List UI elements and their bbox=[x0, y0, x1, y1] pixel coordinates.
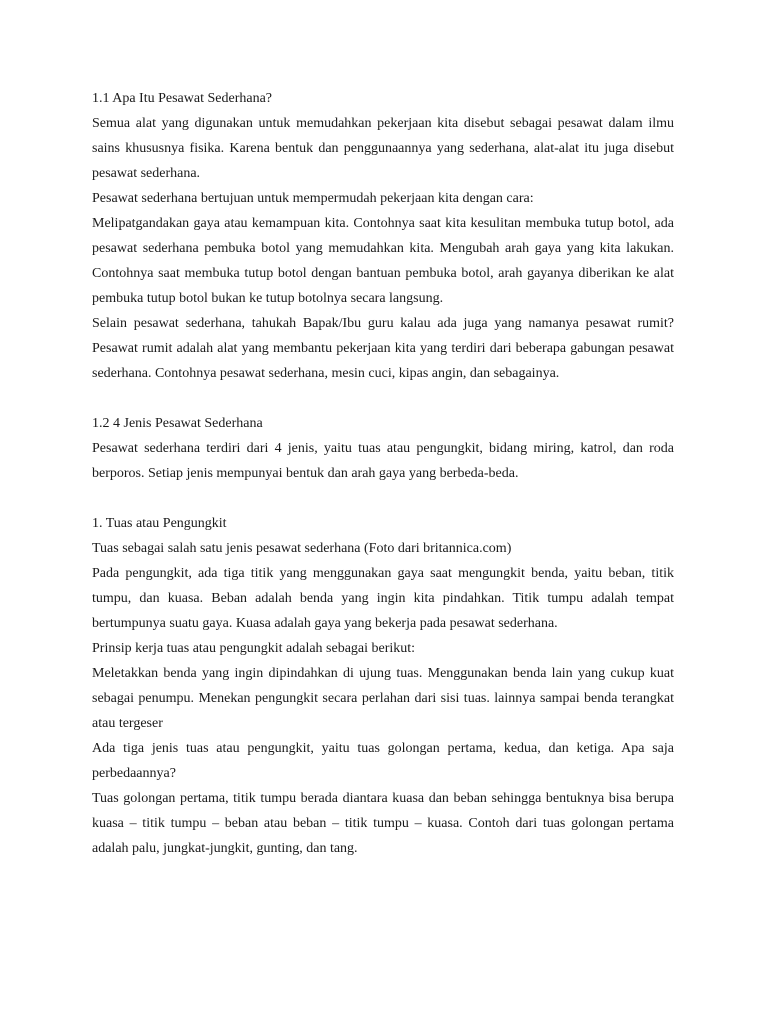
paragraph: Semua alat yang digunakan untuk memudahkan pekerjaan kita disebut sebagai pesawat dalam ilmu sains khususnya fisika. Karena bentuk dan penggunaannya yang sederhana, alat-alat itu juga disebut pesawat sederhana. bbox=[92, 116, 674, 181]
paragraph: Pesawat sederhana terdiri dari 4 jenis, yaitu tuas atau pengungkit, bidang miring, katrol, dan roda berporos. Setiap jenis mempunyai bentuk dan arah gaya yang berbeda-beda. bbox=[92, 441, 674, 481]
paragraph: Tuas golongan pertama, titik tumpu berada diantara kuasa dan beban sehingga bentuknya bisa berupa kuasa – titik tumpu – beban atau beban – titik tumpu – kuasa. Contoh dari tuas golongan pertama adalah palu, jungkat-jungkit, gunting, dan tang. bbox=[92, 791, 674, 856]
section-jenis-pesawat-sederhana bbox=[92, 411, 674, 486]
section-heading: 1. Tuas atau Pengungkit bbox=[92, 516, 227, 531]
section-apa-itu-pesawat-sederhana bbox=[92, 86, 674, 386]
paragraph: Prinsip kerja tuas atau pengungkit adalah sebagai berikut: bbox=[92, 641, 416, 656]
section-tuas-atau-pengungkit bbox=[92, 511, 674, 861]
document-page bbox=[92, 86, 674, 861]
paragraph: Pada pengungkit, ada tiga titik yang menggunakan gaya saat mengungkit benda, yaitu beban, titik tumpu, dan kuasa. Beban adalah benda yang ingin kita pindahkan. Titik tumpu adalah tempat bertumpunya suatu gaya. Kuasa adalah gaya yang bekerja pada pesawat sederhana. bbox=[92, 566, 674, 631]
section-heading: 1.2 4 Jenis Pesawat Sederhana bbox=[92, 416, 263, 431]
paragraph: Tuas sebagai salah satu jenis pesawat sederhana (Foto dari britannica.com) bbox=[92, 541, 512, 556]
paragraph: Selain pesawat sederhana, tahukah Bapak/Ibu guru kalau ada juga yang namanya pesawat rumit? Pesawat rumit adalah alat yang membantu pekerjaan kita yang terdiri dari beberapa gabungan pesawat sederhana. Contohnya pesawat sederhana, mesin cuci, kipas angin, dan sebagainya. bbox=[92, 316, 674, 381]
paragraph: Melipatgandakan gaya atau kemampuan kita. Contohnya saat kita kesulitan membuka tutup botol, ada pesawat sederhana pembuka botol yang memudahkan kita. Mengubah arah gaya yang kita lakukan. Contohnya saat membuka tutup botol dengan bantuan pembuka botol, arah gayanya diberikan ke alat pembuka tutup botol bukan ke tutup botolnya secara langsung. bbox=[92, 216, 674, 306]
paragraph: Meletakkan benda yang ingin dipindahkan di ujung tuas. Menggunakan benda lain yang cukup kuat sebagai penumpu. Menekan pengungkit secara perlahan dari sisi tuas. lainnya sampai benda terangkat atau tergeser bbox=[92, 666, 674, 731]
paragraph: Pesawat sederhana bertujuan untuk mempermudah pekerjaan kita dengan cara: bbox=[92, 191, 534, 206]
paragraph: Ada tiga jenis tuas atau pengungkit, yaitu tuas golongan pertama, kedua, dan ketiga. Apa saja perbedaannya? bbox=[92, 741, 674, 781]
section-heading: 1.1 Apa Itu Pesawat Sederhana? bbox=[92, 91, 272, 106]
